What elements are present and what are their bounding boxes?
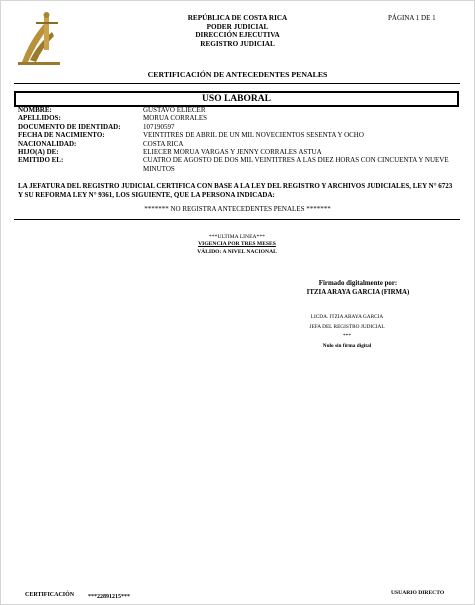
field-value: 107190597: [143, 122, 175, 131]
field-value: CUATRO DE AGOSTO DE DOS MIL VEINTITRES A LAS DIEZ HORAS CON CINCUENTA Y NUEVE MINUTOS: [143, 156, 449, 173]
field-value: GUSTAVO ELIECER: [143, 106, 206, 114]
page-number: PÁGINA 1 DE 1: [388, 14, 436, 22]
field-value: ELIECER MORUA VARGAS Y JENNY CORRALES ASTUA: [143, 148, 322, 157]
no-record-result: ******* NO REGISTRA ANTECEDENTES PENALES *******: [144, 205, 331, 213]
footer-user-type: USUARIO DIRECTO: [391, 590, 445, 596]
field-label: FECHA DE NACIMIENTO:: [18, 131, 105, 140]
field-value: COSTA RICA: [143, 139, 184, 148]
field-row-birthdate: [18, 131, 458, 139]
header-direction: DIRECCIÓN EJECUTIVA: [195, 31, 280, 39]
official-name: LICDA. ITZIA ARAYA GARCIA: [310, 314, 384, 320]
usage-type-box: USO LABORAL: [14, 91, 459, 107]
field-row-nationality: [18, 140, 458, 148]
signed-by-label: Firmado digitalmente por:: [318, 280, 398, 287]
field-label: HIJO(A) DE:: [18, 148, 59, 157]
field-label: DOCUMENTO DE IDENTIDAD:: [18, 122, 121, 131]
signer-name: ITZIA ARAYA GARCIA (FIRMA): [306, 288, 410, 296]
field-label: APELLIDOS:: [18, 114, 61, 123]
footer-certification-label: CERTIFICACIÓN: [25, 592, 75, 598]
field-value: MORUA CORRALES: [143, 114, 207, 123]
validity-period: VIGENCIA POR TRES MESES: [198, 241, 276, 248]
validity-block: [140, 234, 334, 256]
field-row-parents: [18, 148, 458, 156]
validity-scope: VÁLIDO: A NIVEL NACIONAL: [197, 248, 277, 255]
header-registry: REGISTRO JUDICIAL: [200, 39, 275, 48]
field-label: NOMBRE:: [18, 106, 52, 114]
official-title: JEFA DEL REGISTRO JUDICIAL: [309, 323, 385, 330]
header-branch: PODER JUDICIAL: [206, 22, 269, 31]
field-label: NACIONALIDAD:: [18, 139, 77, 148]
field-label: EMITIDO EL:: [18, 156, 64, 165]
field-row-surnames: [18, 114, 458, 122]
header-country: REPÚBLICA DE COSTA RICA: [187, 14, 288, 22]
official-stars: ***: [343, 333, 351, 339]
official-block: [262, 313, 432, 351]
footer-certification-number: ***22891215***: [88, 594, 130, 600]
certification-statement: LA JEFATURA DEL REGISTRO JUDICIAL CERTIFICA CON BASE A LA LEY DEL REGISTRO Y ARCHIVOS JUDICIALES, LEY N° 6723 Y SU REFORMA LEY N° 9361, LOS SIGUIENTE, QUE LA PERSONA INDICADA:: [18, 182, 453, 199]
digital-signature-block: [258, 280, 458, 297]
last-line-marker: ***ULTIMA LINEA***: [209, 234, 265, 240]
title-divider: [14, 83, 460, 84]
field-row-name: [18, 106, 458, 114]
result-divider: [14, 219, 460, 220]
invalid-without-signature-note: Nulo sin firma digital: [322, 342, 372, 349]
field-row-issued: [18, 156, 458, 173]
document-title: CERTIFICACIÓN DE ANTECEDENTES PENALES: [147, 70, 328, 79]
field-value: VEINTITRES DE ABRIL DE UN MIL NOVECIENTOS SESENTA Y OCHO: [143, 131, 364, 140]
field-row-id: [18, 123, 458, 131]
person-details: [18, 106, 458, 173]
